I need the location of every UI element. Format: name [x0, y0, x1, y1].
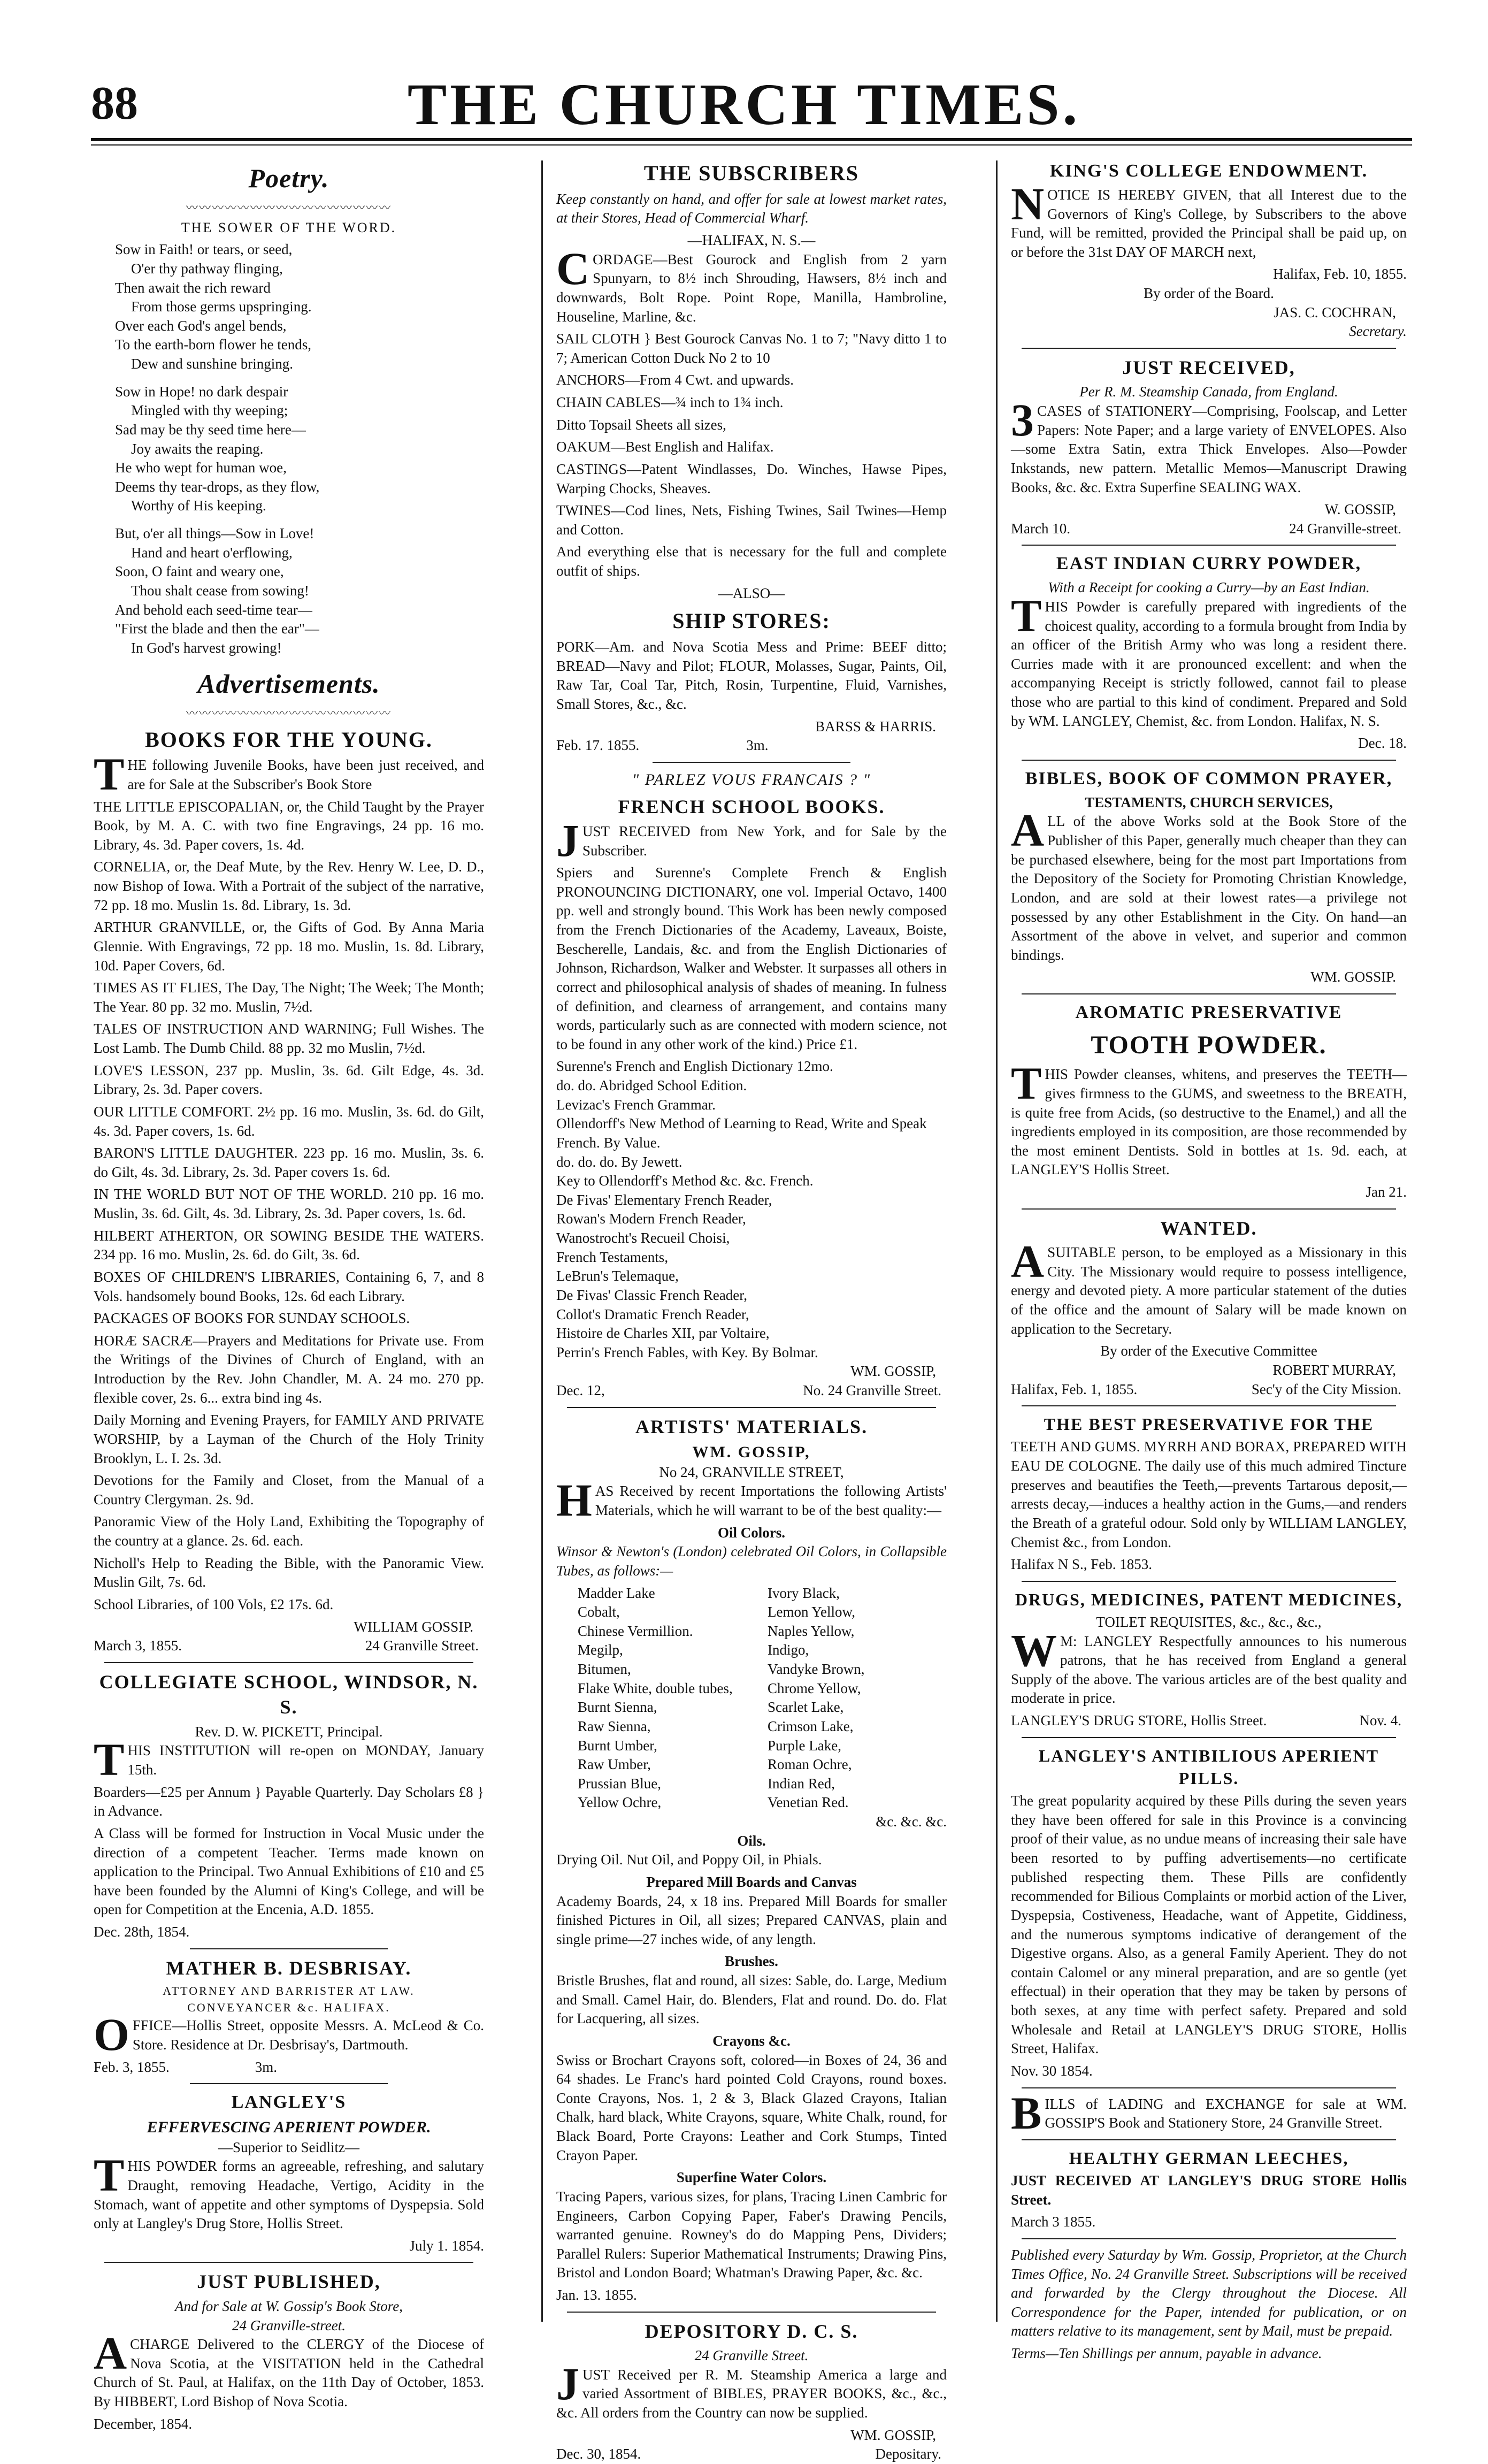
parlez-heading: " PARLEZ VOUS FRANCAIS ? " — [632, 770, 871, 789]
color-item: Raw Umber, — [578, 1756, 651, 1773]
date: Feb. 3, 1855. — [94, 2059, 170, 2075]
book-entry: Nicholl's Help to Reading the Bible, with the Panoramic View. Muslin Gilt, 7s. 6d. — [94, 1555, 484, 1590]
color-item: Megilp, — [578, 1642, 623, 1658]
poem-stanza — [94, 382, 484, 516]
bills-text: BILLS of LADING and EXCHANGE for sale at WM. GOSSIP'S Book and Stationery Store, 24 Granville Street. — [1011, 2087, 1407, 2139]
book-entry: Devotions for the Family and Closet, from the Manual of a Country Clergyman. 2s. 9d. — [94, 1472, 484, 1508]
duration: 3m. — [746, 737, 769, 754]
color-item: Venetian Red. — [768, 1794, 849, 1811]
just-published-heading: JUST PUBLISHED, — [197, 2271, 381, 2293]
kings-college-heading: KING'S COLLEGE ENDOWMENT. — [1049, 161, 1368, 181]
french-item: Surenne's French and English Dictionary 12mo. — [556, 1058, 833, 1075]
divider — [567, 2312, 936, 2313]
tooth-heading: AROMATIC PRESERVATIVE — [1075, 1003, 1343, 1023]
french-item: Rowan's Modern French Reader, — [556, 1211, 746, 1227]
book-entry: TALES OF INSTRUCTION AND WARNING; Full Wishes. The Lost Lamb. The Dumb Child. 88 pp. 32 mo Muslin, 7½d. — [94, 1021, 484, 1057]
column-2 — [556, 155, 947, 2462]
book-entry: HILBERT ATHERTON, OR SOWING BESIDE THE WATERS. 234 pp. 16 mo. Muslin, 2s. 6d. do Gilt, 3s. 6d. — [94, 1227, 484, 1263]
desbrisay-text: OFFICE—Hollis Street, opposite Messrs. A. McLeod & Co. Store. Residence at Dr. Desbrisay's, Dartmouth. — [94, 2009, 484, 2061]
book-entry: THE LITTLE EPISCOPALIAN, or, the Child Taught by the Prayer Book, by M. A. C. with two fine Engravings, 24 pp. 16 mo. Library, 4s. 3d. Paper covers, 1s. 4d. — [94, 798, 484, 853]
poem-line: To the earth-born flower he tends, — [115, 336, 311, 353]
college-text: THIS INSTITUTION will re-open on MONDAY, January 15th. — [94, 1734, 484, 1786]
poem-line: Deems thy tear-drops, as they flow, — [115, 478, 320, 495]
subscribers-heading: THE SUBSCRIBERS — [643, 161, 860, 185]
color-item: Yellow Ochre, — [578, 1794, 662, 1811]
poem-line: Thou shalt cease from sowing! — [131, 582, 309, 599]
color-item: Purple Lake, — [768, 1737, 841, 1754]
ship-stores-heading: SHIP STORES: — [672, 609, 831, 633]
color-item: Burnt Sienna, — [578, 1699, 657, 1716]
mill-heading: Prepared Mill Boards and Canvas — [646, 1873, 857, 1890]
divider — [1022, 1208, 1396, 1210]
color-item: Roman Ochre, — [768, 1756, 852, 1773]
tooth-text: THIS Powder cleanses, whitens, and preserves the TEETH—gives firmness to the GUMS, and sweetness to the BREATH, is quite free from Acids, (so destructive to the Enamel,) and all the ingredients employed in its composition, are those recommended by the most eminent Dentists. Sold in bottles at 1s. 9d. each, at LANGLEY'S Hollis Street. — [1011, 1058, 1407, 1178]
date: Halifax, Feb. 1, 1855. — [1011, 1381, 1138, 1397]
divider — [1022, 760, 1396, 761]
ship-stores-signature: BARSS & HARRIS. — [815, 718, 936, 734]
divider — [190, 1948, 388, 1949]
ship-stores-date-line — [556, 736, 947, 755]
color-item: Indian Red, — [768, 1775, 835, 1792]
color-item: Flake White, double tubes, — [578, 1680, 733, 1696]
poem-line: He who wept for human woe, — [115, 460, 287, 476]
french-item: do. do. Abridged School Edition. — [556, 1077, 747, 1094]
depository-heading: DEPOSITORY D. C. S. — [645, 2320, 858, 2342]
curry-sub: With a Receipt for cooking a Curry—by an East Indian. — [1048, 579, 1370, 596]
poem-line: Soon, O faint and weary one, — [115, 563, 284, 580]
drugs-text: WM: LANGLEY Respectfully announces to his numerous patrons, that he has received from England a general Supply of the above. The various articles are of the best quality and moderate in price. — [1011, 1624, 1407, 1707]
leeches-date: March 3 1855. — [1011, 2214, 1096, 2230]
poem-line: O'er thy pathway flinging, — [131, 260, 283, 277]
divider — [1022, 2238, 1396, 2239]
wanted-text: ASUITABLE person, to be employed as a Missionary in this City. The Missionary would require to possess intelligence, energy and devoted piety. A more particular statement of the duties of the office and the amount of Salary will be made known on application to the Secretary. — [1011, 1236, 1407, 1337]
colophon-terms: Terms—Ten Shillings per annum, payable in advance. — [1011, 2345, 1322, 2362]
brushes-text: Bristle Brushes, flat and round, all sizes: Sable, do. Large, Medium and Small. Camel Hair, do. Blenders, Flat and round. Do. do. Flat for Lacquering, all sizes. — [556, 1972, 947, 2027]
pills-text: The great popularity acquired by these Pills during the seven years they have been offered for sale in this Province is a convincing proof of their value, as no undue means of increasing their sale have been resorted to by puffing advertisements—no certificate published respecting them. These Pills are confidently recommended for Bilious Complaints or morbid action of the Liver, Dyspepsia, Costiveness, Headache, want of Appetite, Giddiness, and the numerous symptoms indicative of derangement of the Digestive organs. Also, as a general Family Aperient. They do not contain Calomel or any mineral preparation, and are so gentle (yet effectual) in their operation that they may be taken by persons of both sexes, at any time with perfect safety. Prepared and sold Wholesale and Retail at LANGLEY'S DRUG STORE, Hollis Street, Halifax. — [1011, 1793, 1407, 2057]
newspaper-title: THE CHURCH TIMES. — [407, 72, 1081, 137]
college-heading: COLLEGIATE SCHOOL, WINDSOR, N. S. — [99, 1671, 479, 1718]
color-item: Bitumen, — [578, 1661, 631, 1678]
wanted-signature: ROBERT MURRAY, — [1272, 1361, 1396, 1378]
column-1 — [94, 155, 484, 2432]
divider — [1022, 993, 1396, 994]
french-item: Key to Ollendorff's Method &c. &c. French. — [556, 1173, 814, 1189]
received-sub: Per R. M. Steamship Canada, from England. — [1079, 384, 1338, 400]
poem-line: "First the blade and then the ear"— — [115, 621, 319, 637]
poem-line: Hand and heart o'erflowing, — [131, 544, 293, 561]
just-published-text: ACHARGE Delivered to the CLERGY of the Diocese of Nova Scotia, at the VISITATION held in the Cathedral Church of St. Paul, at Halifax, on the 11th Day of October, 1853. By HIBBERT, Lord Bishop of Nova Scotia. — [94, 2328, 484, 2410]
color-item: Cobalt, — [578, 1604, 620, 1620]
college-date: Dec. 28th, 1854. — [94, 1924, 190, 1940]
wanted-heading: WANTED. — [1160, 1217, 1257, 1239]
college-fees: Boarders—£25 per Annum } Payable Quarterly. Day Scholars £8 } in Advance. — [94, 1784, 484, 1819]
bibles-sub: TESTAMENTS, CHURCH SERVICES, — [1085, 794, 1333, 810]
subscribers-item: Ditto Topsail Sheets all sizes, — [556, 416, 726, 433]
color-item: Chinese Vermillion. — [578, 1623, 693, 1639]
books-heading: BOOKS FOR THE YOUNG. — [145, 727, 433, 752]
poem-line: In God's harvest growing! — [131, 639, 282, 656]
color-item: Prussian Blue, — [578, 1775, 662, 1792]
poem-line: Then await the rich reward — [115, 279, 271, 296]
tooth-date: Jan 21. — [1366, 1184, 1407, 1200]
french-item: Wanostrocht's Recueil Choisi, — [556, 1230, 730, 1246]
subscribers-item: SAIL CLOTH } Best Gourock Canvas No. 1 to 7; "Navy ditto 1 to 7; American Cotton Duck No 2 to 10 — [556, 331, 947, 366]
water-colors-heading: Superfine Water Colors. — [676, 2169, 827, 2186]
subscribers-item: CASTINGS—Patent Windlasses, Do. Winches, Hawse Pipes, Warping Chocks, Sheaves. — [556, 461, 947, 496]
date: Dec. 12, — [556, 1382, 605, 1399]
color-item: Vandyke Brown, — [768, 1661, 865, 1678]
date: Dec. 30, 1854. — [556, 2446, 641, 2462]
oils-text: Drying Oil. Nut Oil, and Poppy Oil, in Phials. — [556, 1851, 822, 1868]
langley-sub: EFFERVESCING APERIENT POWDER. — [147, 2118, 431, 2137]
column-rule-1 — [541, 160, 543, 2322]
artists-heading: ARTISTS' MATERIALS. — [635, 1415, 868, 1437]
poem-line: Joy awaits the reaping. — [131, 440, 264, 457]
poem-stanza — [94, 240, 484, 373]
color-item: Naples Yellow, — [768, 1623, 855, 1639]
color-item: Lemon Yellow, — [768, 1604, 856, 1620]
just-published-sub: And for Sale at W. Gossip's Book Store, — [174, 2298, 403, 2314]
poem-line: Dew and sunshine bringing. — [131, 356, 293, 372]
poem-line: Over each God's angel bends, — [115, 317, 287, 334]
langley-date: July 1. 1854. — [409, 2237, 484, 2254]
book-entry: School Libraries, of 100 Vols, £2 17s. 6d. — [94, 1596, 334, 1612]
depository-text: JUST Received per R. M. Steamship America a large and varied Assortment of BIBLES, PRAYER BOOKS, &c., &c., &c. All orders from the Country can now be supplied. — [556, 2358, 947, 2421]
wanted-by: By order of the Executive Committee — [1100, 1343, 1317, 1359]
artists-seller: WM. GOSSIP, — [692, 1443, 811, 1461]
book-entry: LOVE'S LESSON, 237 pp. Muslin, 3s. 6d. Gilt Edge, 4s. 3d. Library, 2s. 3d. Paper covers. — [94, 1062, 484, 1098]
poem-stanza — [94, 524, 484, 657]
french-item: Collot's Dramatic French Reader, — [556, 1306, 749, 1322]
color-item: Scarlet Lake, — [768, 1699, 844, 1716]
advertisements-heading: Advertisements. — [197, 669, 380, 699]
drugs-heading: DRUGS, MEDICINES, PATENT MEDICINES, — [1015, 1589, 1403, 1609]
french-item: Histoire de Charles XII, par Voltaire, — [556, 1325, 770, 1342]
french-item: do. do. do. By Jewett. — [556, 1153, 682, 1170]
date: Nov. 4. — [1359, 1712, 1401, 1729]
french-date-line — [556, 1381, 947, 1401]
book-entry: PACKAGES OF BOOKS FOR SUNDAY SCHOOLS. — [94, 1310, 410, 1327]
pills-date: Nov. 30 1854. — [1011, 2062, 1093, 2079]
divider — [1022, 2087, 1396, 2088]
role: Depositary. — [875, 2446, 941, 2462]
divider — [1022, 2139, 1396, 2140]
column-3 — [1011, 155, 1407, 2362]
college-text-2: A Class will be formed for Instruction in Vocal Music under the direction of a competent Teacher. Terms made known on application to the Principal. Two Annual Exhibitions of £10 and £5 have been founded by the Alumni of King's College, and will be open for Competition at the Encenia, A.D. 1855. — [94, 1825, 484, 1918]
french-item: LeBrun's Telemaque, — [556, 1268, 679, 1284]
bibles-signature: WM. GOSSIP. — [1310, 969, 1396, 985]
pills-heading: LANGLEY'S ANTIBILIOUS APERIENT PILLS. — [1038, 1746, 1379, 1788]
books-signature: WILLIAM GOSSIP. — [354, 1618, 473, 1635]
divider — [104, 2262, 473, 2263]
book-entry: CORNELIA, or, the Deaf Mute, by the Rev. Henry W. Lee, D. D., now Bishop of Iowa. With a Portrait of the subject of the narrative, 72 pp. 18 mo. Muslin 1s. 8d. Library, 1s. 3d. — [94, 859, 484, 913]
divider — [1022, 348, 1396, 349]
poem-line: But, o'er all things—Sow in Love! — [115, 525, 315, 542]
role: Sec'y of the City Mission. — [1251, 1381, 1401, 1397]
book-entry: ARTHUR GRANVILLE, or, the Gifts of God. By Anna Maria Glennie. With Engravings, 72 pp. 18 mo. Muslin, 1s. 8d. Library, 10d. Paper Covers, 6d. — [94, 919, 484, 974]
best-preservative-date: Halifax N S., Feb. 1853. — [1011, 1556, 1152, 1573]
water-colors-date: Jan. 13. 1855. — [556, 2287, 637, 2304]
poem-line: Sow in Hope! no dark despair — [115, 383, 288, 400]
french-item: De Fivas' Elementary French Reader, — [556, 1191, 772, 1208]
ornament: 〰〰〰〰〰〰〰〰〰〰〰〰〰〰〰〰 — [186, 707, 392, 721]
langley-text: THIS POWDER forms an agreeable, refreshing, and salutary Draught, removing Headache, Vertigo, Acidity in the Stomach, want of appetite and other symptoms of Dyspepsia. Sold only at Langley's Drug Store, Hollis Street. — [94, 2149, 484, 2232]
color-item: Crimson Lake, — [768, 1718, 854, 1734]
colophon: Published every Saturday by Wm. Gossip, Proprietor, at the Church Times Office, No. 24 Granville Street. Subscriptions will be received and forwarded by the Clergy throughout the Diocese. All Correspondence for the Paper, intended for publication, or on matters relative to its management, sent by Mail, must be prepaid. — [1011, 2246, 1407, 2339]
date: March 3, 1855. — [94, 1637, 182, 1654]
artists-intro: HAS Received by recent Importations the following Artists' Materials, which he will warrant to be of the best quality:— — [556, 1474, 947, 1526]
water-colors-text: Tracing Papers, various sizes, for plans, Tracing Linen Cambric for Engineers, Carbon Copying Paper, Faber's Drawing Pencils, warranted genuine. Rowney's do do Mapping Pens, Dividers; Parallel Rulers: Superior Mathematical Instruments; Drawing Pins, Bristol and London Board; Whatman's Drawing Paper, &c. &c. — [556, 2188, 947, 2281]
wanted-date-line — [1011, 1380, 1407, 1399]
color-item: Raw Sienna, — [578, 1718, 651, 1734]
best-preservative-heading: THE BEST PRESERVATIVE FOR THE — [1044, 1414, 1374, 1434]
curry-heading: EAST INDIAN CURRY POWDER, — [1056, 554, 1362, 574]
ship-stores-text: PORK—Am. and Nova Scotia Mess and Prime: BEEF ditto; BREAD—Navy and Pilot; FLOUR, Molasses, Sugar, Paints, Oil, Raw Tar, Coal Tar, Pitch, Rosin, Turpentine, Fluid, Varnishes, Small Stores, &c., &c. — [556, 639, 947, 712]
drugs-date-line — [1011, 1711, 1407, 1731]
book-entry: OUR LITTLE COMFORT. 2½ pp. 16 mo. Muslin, 3s. 6d. do Gilt, 4s. 3d. Paper covers, 1s. 6d. — [94, 1103, 484, 1139]
also-label: —ALSO— — [718, 585, 785, 601]
brushes-heading: Brushes. — [725, 1953, 778, 1970]
subscribers-item: And everything else that is necessary for the full and complete outfit of ships. — [556, 544, 947, 579]
poem-title: THE SOWER OF THE WORD. — [181, 220, 397, 236]
book-entry: IN THE WORLD BUT NOT OF THE WORLD. 210 pp. 16 mo. Muslin, 3s. 6d. Gilt, 4s. 3d. Library, 2s. 3d. Paper covers, 1s. 6d. — [94, 1186, 484, 1222]
subscribers-item: CORDAGE—Best Gourock and English from 2 yarn Spunyarn, to 8½ inch Shrouding, Hawsers, 8½ inch and downwards, Bolt Rope. Point Rope, Manilla, Hambroline, Houseline, Marline, &c. — [556, 242, 947, 325]
poem — [94, 240, 484, 657]
divider — [653, 762, 850, 763]
ornament: 〰〰〰〰〰〰〰〰〰〰〰〰〰〰〰〰 — [186, 201, 392, 215]
poem-line: Sow in Faith! or tears, or seed, — [115, 241, 293, 258]
book-entry: Daily Morning and Evening Prayers, for FAMILY AND PRIVATE WORSHIP, by a Layman of the Church of the Holy Trinity Brooklyn, L. I. 2s. 3d. — [94, 1412, 484, 1466]
received-heading: JUST RECEIVED, — [1122, 356, 1295, 378]
masthead-rule-thin — [91, 144, 1412, 146]
masthead — [0, 48, 1488, 144]
store: LANGLEY'S DRUG STORE, Hollis Street. — [1011, 1712, 1267, 1729]
book-entry: Panoramic View of the Holy Land, Exhibiting the Topography of the country at a glance. 2s. 6d. each. — [94, 1513, 484, 1549]
divider — [104, 1662, 473, 1663]
book-entry: BOXES OF CHILDREN'S LIBRARIES, Containing 6, 7, and 8 Vols. handsomely bound Books, 12s. 6d each Library. — [94, 1268, 484, 1304]
french-item: Levizac's French Grammar. — [556, 1096, 716, 1113]
books-date-line — [94, 1636, 484, 1656]
received-text: 3CASES of STATIONERY—Comprising, Foolscap, and Letter Papers: Note Paper; and a large variety of ENVELOPES. Also—some Extra Satin, extra Thick Envelopes. Also—Powder Inkstands, new pattern. Metallic Memos—Manuscript Drawing Books, &c. &c. Extra Superfine SEALING WAX. — [1011, 394, 1407, 495]
depository-signature: WM. GOSSIP, — [850, 2427, 936, 2443]
subscribers-item: TWINES—Cod lines, Nets, Fishing Twines, Sail Twines—Hemp and Cotton. — [556, 502, 947, 538]
subscribers-intro: Keep constantly on hand, and offer for sale at lowest market rates, at their Stores, Head of Commercial Wharf. — [556, 190, 947, 226]
tooth-heading-2: TOOTH POWDER. — [1091, 1030, 1327, 1059]
leeches-heading: HEALTHY GERMAN LEECHES, — [1069, 2148, 1349, 2168]
depository-date-line — [556, 2445, 947, 2464]
just-published-date: December, 1854. — [94, 2415, 193, 2432]
poetry-heading: Poetry. — [248, 163, 329, 193]
address: 24 Granville Street. — [365, 1637, 479, 1654]
book-entry: BARON'S LITTLE DAUGHTER. 223 pp. 16 mo. Muslin, 3s. 6. do Gilt, 4s. 3d. Library, 2s. 3d. Paper covers 1s. 6d. — [94, 1145, 484, 1180]
books-intro: THE following Juvenile Books, have been just received, and are for Sale at the Subscriber's Book Store — [94, 748, 484, 800]
received-date-line — [1011, 519, 1407, 539]
duration: 3m. — [255, 2059, 278, 2075]
bibles-text: ALL of the above Works sold at the Book Store of the Publisher of this Paper, generally much cheaper than they can be purchased elsewhere, being for the most part Importations from the Depository of the Society for Promoting Christian Knowledge, London, and are sold at their lowest rates—a privilege not possessed by any other Establishment in the City. On hand—an Assortment of the above in velvet, and superior and common bindings. — [1011, 805, 1407, 963]
color-item: Ivory Black, — [768, 1585, 840, 1601]
artists-address: No 24, GRANVILLE STREET, — [659, 1464, 844, 1480]
french-item: Spiers and Surenne's Complete French & English PRONOUNCING DICTIONARY, one vol. Imperial Octavo, 1400 pp. well and strongly bound. This Work has been newly composed from the French Dictionaries of the Academy, Laveaux, Boiste, Bescherelle, Landais, &c. and from the English Dictionaries of Johnson, Richardson, Walker and Webster. It surpasses all others in correct and philosophical analysis of shades of meaning. In fulness of definition, and clearness of arrangement, and contains many words, particularly such as are connected with modern science, not to be found in any other work of the kind.) Price £1. — [556, 864, 947, 1052]
french-item: De Fivas' Classic French Reader, — [556, 1287, 747, 1303]
color-item: Chrome Yellow, — [768, 1680, 861, 1696]
kings-college-signature: JAS. C. COCHRAN, — [1274, 304, 1396, 320]
drugs-sub: TOILET REQUISITES, &c., &c., &c., — [1096, 1613, 1322, 1630]
address: No. 24 Granville Street. — [803, 1382, 941, 1399]
crayons-heading: Crayons &c. — [712, 2032, 791, 2049]
color-item: Madder Lake — [578, 1585, 655, 1601]
oil-colors-intro: Winsor & Newton's (London) celebrated Oil Colors, in Collapsible Tubes, as follows:— — [556, 1543, 947, 1579]
divider — [1022, 1737, 1396, 1738]
date: Feb. 17. 1855. — [556, 737, 640, 754]
oil-colors-heading: Oil Colors. — [718, 1524, 785, 1541]
french-item: French Testaments, — [556, 1249, 669, 1265]
subscribers-item: CHAIN CABLES—¾ inch to 1¾ inch. — [556, 394, 784, 411]
divider — [1022, 545, 1396, 546]
masthead-rule — [91, 138, 1412, 141]
book-entry: TIMES AS IT FLIES, The Day, The Night; The Week; The Month; The Year. 80 pp. 32 mo. Muslin, 7½d. — [94, 980, 484, 1015]
oils-heading: Oils. — [737, 1832, 766, 1849]
date: March 10. — [1011, 520, 1070, 537]
column-rule-2 — [996, 160, 998, 2322]
poem-line: And behold each seed-time tear— — [115, 601, 312, 618]
received-signature: W. GOSSIP, — [1324, 501, 1396, 518]
divider — [1022, 1581, 1396, 1582]
leeches-text: JUST RECEIVED AT LANGLEY'S DRUG STORE Hollis Street. — [1011, 2172, 1407, 2208]
subscribers-item: ANCHORS—From 4 Cwt. and upwards. — [556, 372, 794, 388]
best-preservative-text: TEETH AND GUMS. MYRRH AND BORAX, PREPARED WITH EAU DE COLOGNE. The daily use of this much admired Tincture preserves and beautifies the Teeth,—prevents Tartarous deposit,—arrests decay,—induces a healthy action in the Gums,—and renders the Breath of a grateful odour. Sold only by WILLIAM LANGLEY, Chemist &c., from London. — [1011, 1438, 1407, 1550]
french-signature: WM. GOSSIP, — [850, 1363, 936, 1380]
oil-colors-list — [556, 1584, 947, 1813]
color-item: Indigo, — [768, 1642, 809, 1658]
oil-colors-etc: &c. &c. &c. — [876, 1813, 947, 1830]
desbrisay-sub: ATTORNEY AND BARRISTER AT LAW. — [163, 1984, 415, 1998]
color-item: Burnt Umber, — [578, 1737, 657, 1754]
french-item: Ollendorff's New Method of Learning to Read, Write and Speak French. By Value. — [556, 1115, 927, 1151]
depository-sub: 24 Granville Street. — [694, 2347, 809, 2364]
desbrisay-heading: MATHER B. DESBRISAY. — [166, 1957, 412, 1979]
kings-college-role: Secretary. — [1349, 323, 1407, 340]
langley-heading: LANGLEY'S — [231, 2092, 347, 2113]
subscribers-item: OAKUM—Best English and Halifax. — [556, 439, 774, 455]
poem-line: Sad may be thy seed time here— — [115, 421, 306, 438]
curry-date: Dec. 18. — [1358, 735, 1407, 752]
address: 24 Granville-street. — [1289, 520, 1401, 537]
divider — [567, 1407, 936, 1408]
langley-sub-2: —Superior to Seidlitz— — [218, 2139, 359, 2155]
divider — [190, 2083, 388, 2084]
french-intro: JUST RECEIVED from New York, and for Sale by the Subscriber. — [556, 814, 947, 866]
poem-line: Worthy of His keeping. — [131, 498, 266, 514]
curry-text: THIS Powder is carefully prepared with ingredients of the choicest quality, according to a formula brought from India by an officer of the British Army who was long a resident there. Curries made with it are pronounced excellent: and when the accompanying Receipt is strictly followed, cannot fail to please those who are partial to this kind of condiment. Prepared and Sold by WM. LANGLEY, Chemist, &c. from London. Halifax, N. S. — [1011, 590, 1407, 729]
desbrisay-date-line — [94, 2058, 484, 2077]
bibles-heading: BIBLES, BOOK OF COMMON PRAYER, — [1025, 768, 1393, 789]
divider — [1022, 1405, 1396, 1406]
kings-college-date: Halifax, Feb. 10, 1855. — [1273, 266, 1407, 282]
crayons-text: Swiss or Brochart Crayons soft, colored—in Boxes of 24, 36 and 64 shades. Le Franc's hard pointed Cold Crayons, round boxes. Conte Crayons, Nos. 1, 2 & 3, Black Glazed Crayons, Italian Chalk, hard black, White Crayons, square, White Chalk, round, for Black Board, Porte Crayons: Leather and Cork Stumps, Tinted Crayon Paper. — [556, 2052, 947, 2163]
subscribers-place: —HALIFAX, N. S.— — [687, 232, 816, 249]
desbrisay-sub-2: CONVEYANCER &c. HALIFAX. — [187, 2001, 390, 2015]
page-number: 88 — [91, 78, 138, 129]
french-item: Perrin's French Fables, with Key. By Bolmar. — [556, 1344, 818, 1360]
mill-text: Academy Boards, 24, x 18 ins. Prepared Mill Boards for smaller finished Pictures in Oil, all sizes; Prepared CANVAS, plain and single prime—27 inches wide, of any length. — [556, 1893, 947, 1947]
book-entry: HORÆ SACRÆ—Prayers and Meditations for Private use. From the Writings of the Divines of Church of England, with an Introduction by the Rev. John Chandler, M. A. 24 mo. 270 pp. flexible cover, 2s. 6... extra bind ing 4s. — [94, 1332, 484, 1406]
kings-college-by: By order of the Board. — [1144, 285, 1274, 301]
college-principal: Rev. D. W. PICKETT, Principal. — [195, 1723, 383, 1740]
kings-college-text: NOTICE IS HEREBY GIVEN, that all Interest due to the Governors of King's College, by Subscribers to the above Fund, will be remitted, provided the Principal shall be paid up, on or before the 31st DAY OF MARCH next, — [1011, 178, 1407, 260]
just-published-sub-2: 24 Granville-street. — [232, 2317, 346, 2333]
french-heading: FRENCH SCHOOL BOOKS. — [618, 796, 885, 818]
poem-line: From those germs upspringing. — [131, 299, 312, 315]
poem-line: Mingled with thy weeping; — [131, 402, 288, 419]
